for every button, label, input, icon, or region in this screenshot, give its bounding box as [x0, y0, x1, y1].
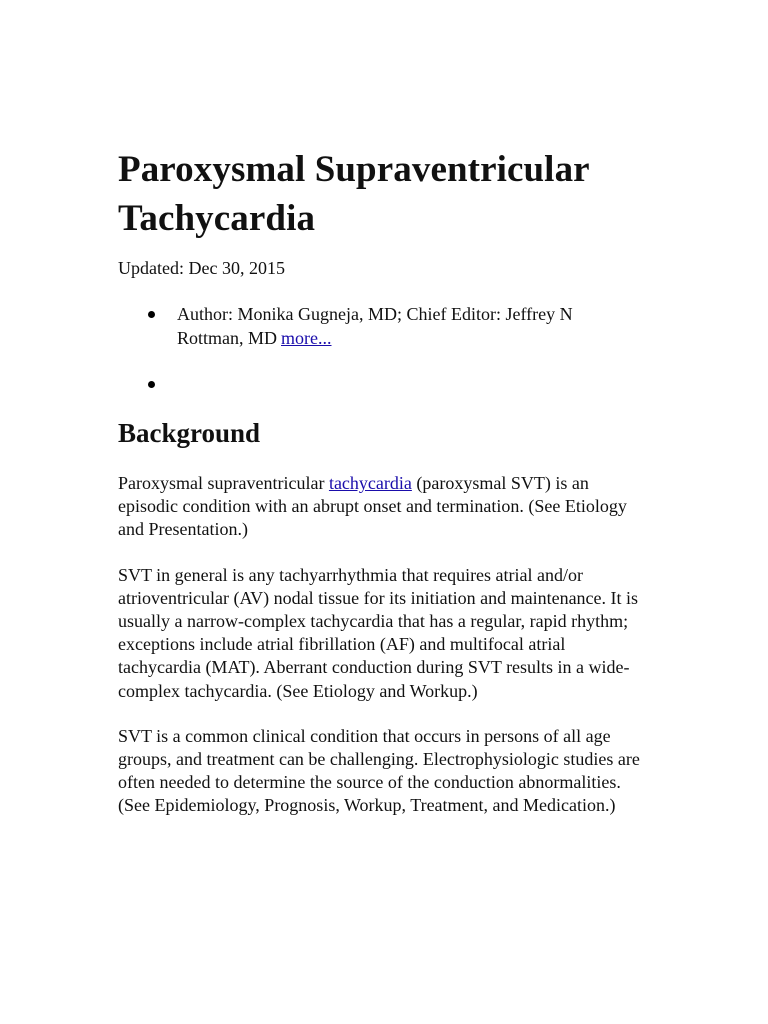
author-list-item: [177, 302, 658, 350]
updated-date: Updated: Dec 30, 2015: [118, 258, 285, 278]
paragraph-1-start: Paroxysmal supraventricular: [118, 473, 329, 493]
author-credits: Author: Monika Gugneja, MD; Chief Editor: Jeffrey N Rottman, MD: [177, 304, 573, 348]
author-list: [118, 302, 658, 396]
paragraph-1-end: (paroxysmal SVT) is an episodic condition with an abrupt onset and termination. (See Etiology and Presentation.): [118, 473, 627, 540]
tachycardia-link[interactable]: tachycardia: [328, 473, 412, 493]
paragraph-1: [118, 472, 642, 542]
empty-list-item: [177, 372, 658, 396]
page-title: Paroxysmal Supraventricular Tachycardia: [118, 149, 590, 239]
paragraph-2: SVT in general is any tachyarrhythmia that requires atrial and/or atrioventricular (AV) nodal tissue for its initiation and maintenance. It is usually a narrow-complex tachycardia that has a regular, rapid rhythm; exceptions include atrial fibrillation (AF) and multifocal atrial tachycardia (MAT). Aberrant conduction during SVT results in a wide-complex tachycardia. (See Etiology and Workup.): [118, 564, 639, 701]
section-heading-background: Background: [118, 418, 261, 448]
paragraph-3: SVT is a common clinical condition that occurs in persons of all age groups, and treatment can be challenging. Electrophysiologic studies are often needed to determine the source of the conduction abnormalities. (See Epidemiology, Prognosis, Workup, Treatment, and Medication.): [118, 725, 640, 816]
more-authors-link[interactable]: more...: [281, 328, 332, 348]
